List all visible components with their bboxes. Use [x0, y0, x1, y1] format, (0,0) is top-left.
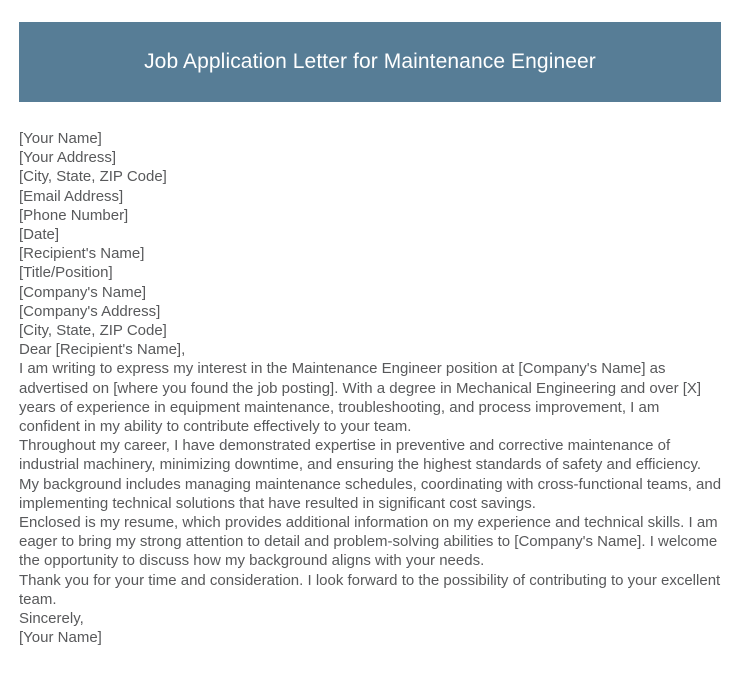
recipient-line-title-position: [Title/Position] — [19, 264, 113, 282]
sender-line-date: [Date] — [19, 226, 60, 244]
sender-line-phone-number: [Phone Number] — [19, 206, 129, 224]
sender-address-block — [19, 129, 723, 244]
closing-salutation: Sincerely, — [19, 610, 84, 628]
body-paragraph-4: Thank you for your time and consideration. I look forward to the possibility of contributing to your excellent team. — [19, 571, 721, 608]
sender-line-your-name: [Your Name] — [19, 130, 102, 147]
page-title: Job Application Letter for Maintenance Engineer — [144, 50, 596, 74]
body-paragraph-3: Enclosed is my resume, which provides additional information on my experience and technical skills. I am eager to bring my strong attention to detail and problem-solving abilities to [Company's Name]. I welcome the opportunity to discuss how my background aligns with your needs. — [19, 514, 718, 570]
body-paragraph-2: Throughout my career, I have demonstrated expertise in preventive and corrective maintenance of industrial machinery, minimizing downtime, and ensuring the highest standards of safety and efficiency. My background includes managing maintenance schedules, coordinating with cross-functional teams, and implementing technical solutions that have resulted in significant cost savings. — [19, 437, 722, 512]
salutation: Dear [Recipient's Name], — [19, 341, 186, 359]
letter-header-banner — [19, 22, 721, 102]
recipient-line-company-address: [Company's Address] — [19, 302, 161, 320]
recipient-line-company-name: [Company's Name] — [19, 283, 147, 301]
body-paragraph-1: I am writing to express my interest in the Maintenance Engineer position at [Company's Name] as advertised on [where you found the job posting]. With a degree in Mechanical Engineering and over [X] years of experience in equipment maintenance, troubleshooting, and process improvement, I am confident in my ability to contribute effectively to your team. — [19, 360, 702, 436]
recipient-line-city-state-zip: [City, State, ZIP Code] — [19, 322, 167, 340]
recipient-address-block — [19, 244, 723, 340]
sender-line-email-address: [Email Address] — [19, 187, 124, 205]
letter-body — [19, 129, 723, 647]
sender-line-city-state-zip: [City, State, ZIP Code] — [19, 168, 167, 186]
recipient-line-name: [Recipient's Name] — [19, 245, 145, 263]
sender-line-your-address: [Your Address] — [19, 149, 117, 167]
signature-name: [Your Name] — [19, 629, 102, 647]
